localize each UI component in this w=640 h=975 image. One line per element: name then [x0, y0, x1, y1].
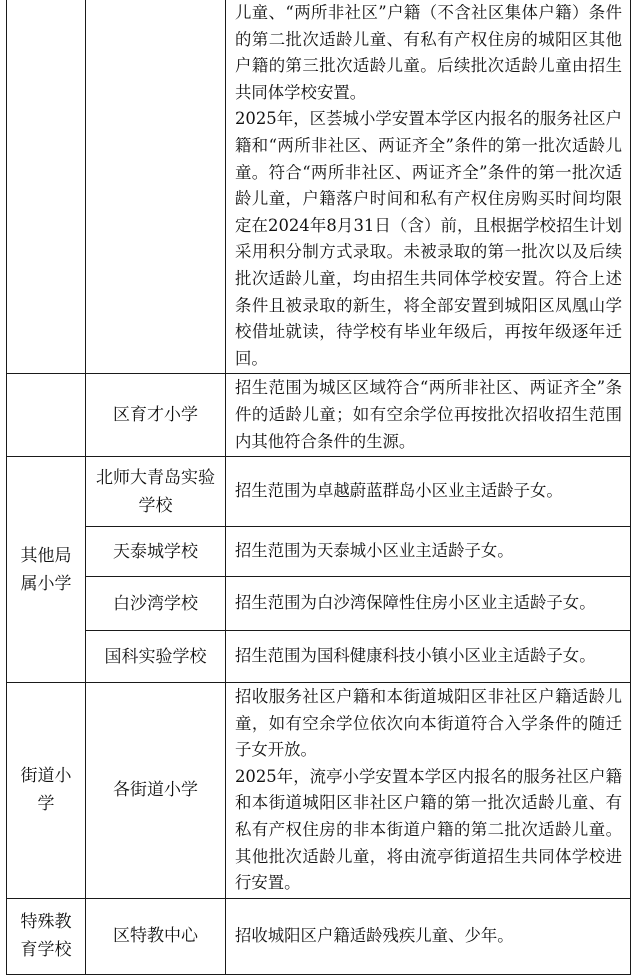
school-name: 天泰城学校: [86, 527, 226, 577]
description-paragraph: 2025年，区荟城小学安置本学区内报名的服务社区户籍和“两所非社区、两证齐全”条件的第一批次适龄儿童。符合“两所非社区、两证齐全”条件的第一批次适龄儿童，户籍落户时间和私有产权住房购买时间均限定在2024年8月31日（含）前，且根据学校招生计划采用积分制方式录取。未被录取的第一批次以及后续批次适龄儿童，均由招生共同体学校安置。符合上述条件且被录取的新生，将全部安置到城阳区凤凰山学校借址就读，待学校有毕业年级后，再按年级逐年迁回。: [235, 109, 622, 368]
description-paragraph: 2025年，流亭小学安置本学区内报名的服务社区户籍和本街道城阳区非社区户籍的第一批次适龄儿童、有私有产权住房的非本街道户籍的第二批次适龄儿童。其他批次适龄儿童，将由流亭街道招生共同体学校进行安置。: [235, 766, 622, 893]
category-cell-empty: [7, 0, 86, 374]
description-cell: 招生范围为天泰城小区业主适龄子女。: [226, 527, 631, 577]
enrollment-table: [6, 0, 631, 975]
description-cell: 招生范围为卓越蔚蓝群岛小区业主适龄子女。: [226, 457, 631, 527]
school-name: 北师大青岛实验学校: [86, 457, 226, 527]
table-row: [7, 898, 631, 974]
school-name: 区特教中心: [86, 898, 226, 974]
category-text: 特殊教育学校: [20, 912, 72, 961]
school-name: 各街道小学: [86, 683, 226, 899]
table-row: [7, 457, 631, 527]
description-cell: 招生范围为白沙湾保障性住房小区业主适龄子女。: [226, 577, 631, 631]
description-cell: 招收城阳区户籍适龄残疾儿童、少年。: [226, 898, 631, 974]
description-paragraph: 儿童、“两所非社区”户籍（不含社区集体户籍）条件的第二批次适龄儿童、有私有产权住房的城阳区其他户籍的第三批次适龄儿童。后续批次适龄儿童由招生共同体学校安置。: [235, 3, 622, 102]
description-cell: 招生范围为国科健康科技小镇小区业主适龄子女。: [226, 631, 631, 683]
table-row: [7, 374, 631, 457]
table-row: [7, 527, 631, 577]
description-cell: [226, 0, 631, 374]
school-name: 国科实验学校: [86, 631, 226, 683]
category-text: 其他局属小学: [20, 545, 72, 594]
table-row: [7, 631, 631, 683]
description-cell: [226, 374, 631, 457]
school-name: 区育才小学: [86, 374, 226, 457]
table-row: [7, 683, 631, 899]
school-cell-empty: [86, 0, 226, 374]
category-label: [7, 683, 86, 899]
category-cell-empty: [7, 374, 86, 457]
description-cell: [226, 683, 631, 899]
description-paragraph: 招收服务社区户籍和本街道城阳区非社区户籍适龄儿童，如有空余学位依次向本街道符合入学条件的随迁子女开放。: [235, 687, 622, 760]
category-label: [7, 898, 86, 974]
description-paragraph: 招生范围为城区区域符合“两所非社区、两证齐全”条件的适龄儿童；如有空余学位再按批次招收招生范围内其他符合条件的生源。: [235, 378, 622, 451]
table-row: [7, 577, 631, 631]
category-label: [7, 457, 86, 683]
category-text: 街道小学: [20, 766, 72, 815]
table-row: [7, 0, 631, 374]
school-name: 白沙湾学校: [86, 577, 226, 631]
